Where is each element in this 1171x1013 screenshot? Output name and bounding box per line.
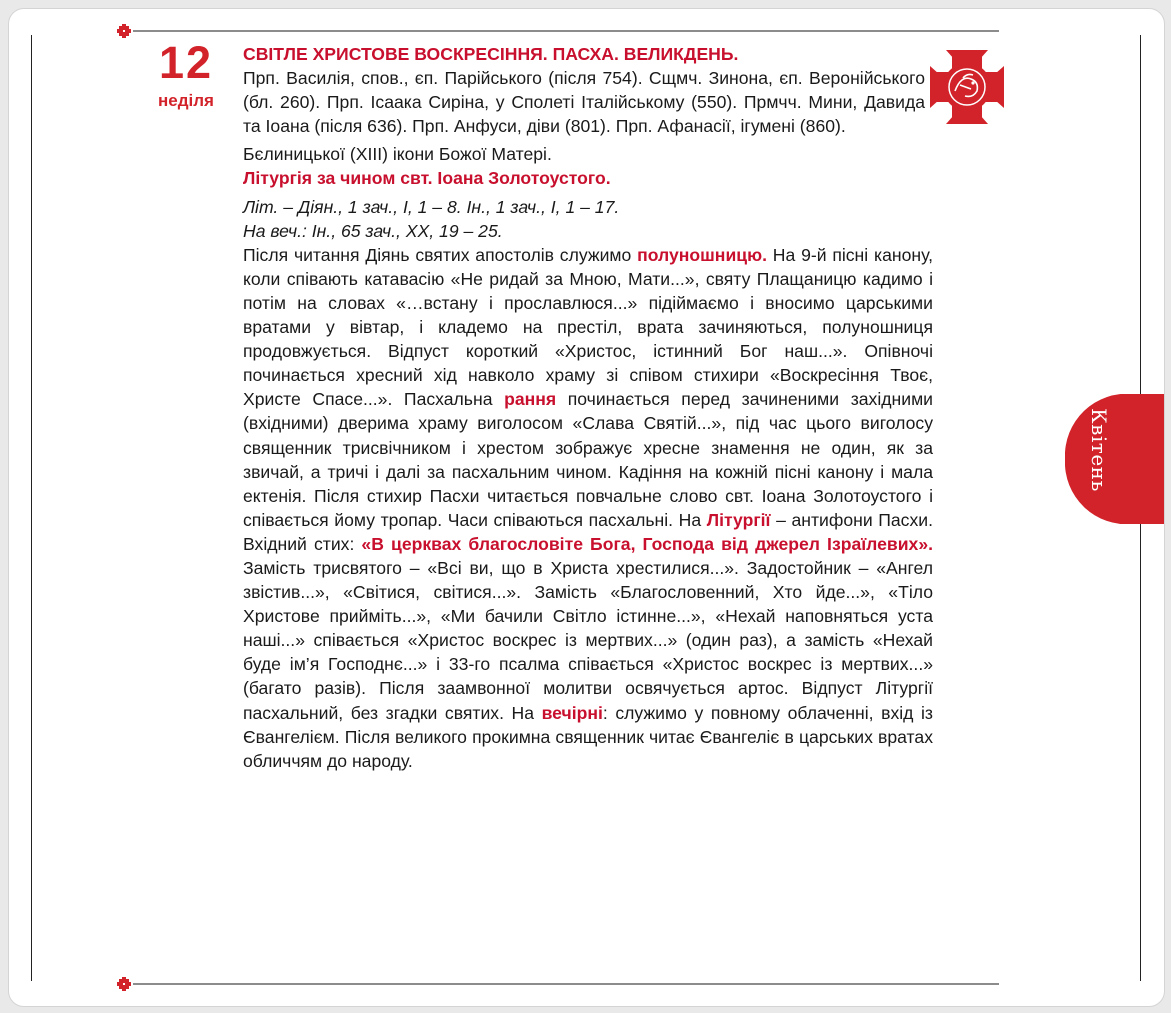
month-tab-label: Квітень	[1087, 408, 1112, 492]
calendar-entry	[243, 42, 933, 773]
month-tab-label-wrap	[1084, 390, 1114, 510]
saints-text: Прп. Василія, спов., єп. Парійського (після 754). Сщмч. Зинона, єп. Веронійського (бл. 260). Прп. Ісаака Сиріна, у Сполеті Італійському (550). Прмчч. Мини, Давида та Іоана (після 636). Прп. Анфуси, діви (801). Прп. Афанасії, ігумені (860).	[243, 68, 925, 137]
body-text: – антифони Пасхи. Вхідний стих:	[243, 509, 933, 554]
body-text: Після читання Діянь святих апостолів служимо	[243, 244, 638, 265]
body-text: : служимо у повному облаченні, вхід із Євангелієм. Після великого прокимна священник читає Євангеліє в царських вратах обличчям до народу.	[243, 702, 933, 771]
keyword-matins: рання	[504, 389, 557, 410]
cross-emblem-icon	[925, 45, 1009, 129]
keyword-midnight-office: полуношницю.	[637, 244, 767, 265]
entrance-verse: «В церквах благословіте Бога, Господа від джерел Ізраїлевих».	[361, 533, 933, 554]
right-margin-line	[1140, 35, 1141, 395]
keyword-vespers: вечірні	[541, 702, 603, 723]
day-weekday: неділя	[158, 91, 214, 110]
body-text: починається перед зачиненими західними (вхідними) дверима храму виголосом «Слава Святій...», під час цього виголосу священник трисвічником і хрестом зображує хресне знамення не один, як за звичай, а тричі і далі за пасхальним чином. Кадіння на кожній пісні канону і мала ектенія. Після стихир Пасхи читається повчальне слово свт. Іоана Золотоустого і співається йому тропар. Часи співаються пасхальні. На	[243, 389, 933, 530]
month-tab-shape	[1065, 394, 1164, 524]
rubric-text	[243, 243, 933, 773]
feast-title: СВІТЛЕ ХРИСТОВЕ ВОСКРЕСІННЯ. ПАСХА. ВЕЛИКДЕНЬ.	[243, 44, 739, 64]
keyword-liturgy: Літургії	[706, 509, 771, 530]
month-tab[interactable]	[1065, 394, 1164, 524]
ornament-icon	[116, 976, 132, 992]
readings-vespers: На веч.: Ін., 65 зач., ХХ, 19 – 25.	[243, 220, 503, 241]
ornament-icon	[116, 23, 132, 39]
readings-liturgy: Літ. – Діян., 1 зач., І, 1 – 8. Ін., 1 зач., І, 1 – 17.	[243, 196, 620, 217]
left-margin-line	[31, 35, 32, 981]
icon-commemoration: Бєлиницької (XIII) ікони Божої Матері.	[243, 144, 552, 165]
liturgy-heading: Літургія за чином свт. Іоана Золотоустого.	[243, 168, 611, 189]
top-rule	[133, 30, 999, 32]
body-text: На 9-й пісні канону, коли співають катавасію «Не ридай за Мною, Мати...», святу Плащаницю кадимо і потім на словах «…встану і прославлюся...» підіймаємо і вносимо царськими вратами у вівтар, і кладемо на престіл, врата зачиняються, полуношниця продовжується. Відпуст короткий «Христос, істинний Бог наш...». Опівночі починається хресний хід навколо храму зі співом стихири «Воскресіння Твоє, Христе Спасе...». Пасхальна	[243, 244, 933, 410]
bottom-rule	[133, 983, 999, 985]
body-text: Замість трисвятого – «Всі ви, що в Христа хрестилися...». Задостойник – «Ангел звістив...», «Світися, світися...». Замість «Благословенний, Хто йде...», «Тіло Христове прийміть...», «Ми бачили Світло істинне...», «Нехай наповняться уста наші...» співається «Христос воскрес із мертвих...» (один раз), а замість «Нехай буде ім’я Господнє...» і 33-го псалма співається «Христос воскрес із мертвих...» (багато разів). Після заамвонної молитви освячується артос. Відпуст Літургії пасхальний, без згадки святих. На	[243, 557, 933, 723]
day-number: 12	[158, 37, 214, 88]
right-margin-line-lower	[1140, 523, 1141, 981]
